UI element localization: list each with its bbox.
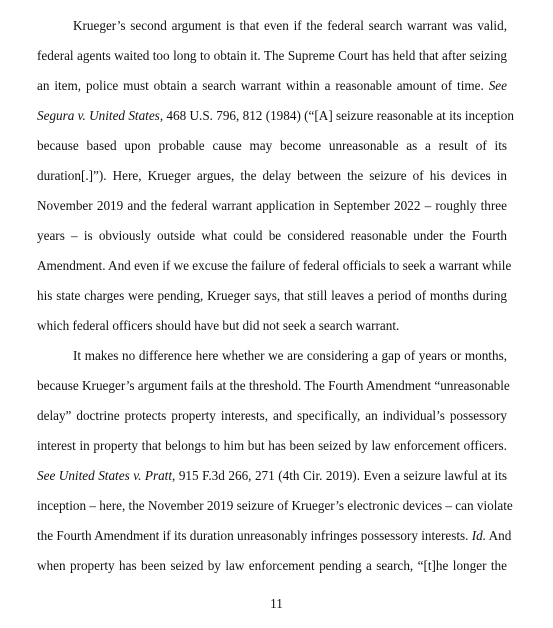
text-run: Krueger’s second argument is that even if the federal search warrant was valid, <box>73 18 507 33</box>
paragraph-2-line-4 <box>37 436 507 456</box>
paragraph-2-line-3 <box>37 406 507 426</box>
paragraph-2-line-6 <box>37 496 513 516</box>
text-run: because Krueger’s argument fails at the threshold. The Fourth Amendment “unreasonable <box>37 378 510 393</box>
paragraph-1-line-1 <box>73 16 507 36</box>
text-run: because based upon probable cause may become unreasonable as a result of its <box>37 138 507 153</box>
paragraph-1-line-11 <box>37 316 507 336</box>
text-run: the Fourth Amendment if its duration unreasonably infringes possessory interests. <box>37 528 472 543</box>
text-run: which federal officers should have but did not seek a search warrant. <box>37 318 400 333</box>
paragraph-1-line-5 <box>37 136 507 156</box>
text-run: years – is obviously outside what could be considered reasonable under the Fourth <box>37 228 507 243</box>
paragraph-1-line-8 <box>37 226 507 246</box>
text-run: It makes no difference here whether we are considering a gap of years or months, <box>73 348 507 363</box>
text-run: duration[.]”). Here, Krueger argues, the delay between the seizure of his devices in <box>37 168 507 183</box>
paragraph-1-line-9 <box>37 256 512 276</box>
paragraph-1-line-4 <box>37 106 514 126</box>
italic-citation: Segura v. United States <box>37 108 160 123</box>
paragraph-1-line-3 <box>37 76 507 96</box>
paragraph-2-line-2 <box>37 376 510 396</box>
paragraph-2-line-5 <box>37 466 507 486</box>
text-run: Amendment. And even if we excuse the failure of federal officials to seek a warrant while <box>37 258 512 273</box>
text-run: interest in property that belongs to him but has been seized by law enforcement officers. <box>37 438 507 453</box>
text-run: an item, police must obtain a search warrant within a reasonable amount of time. <box>37 78 489 93</box>
italic-citation: Id. <box>471 528 487 543</box>
paragraph-2-line-8 <box>37 556 507 576</box>
text-run: , 468 U.S. 796, 812 (1984) (“[A] seizure reasonable at its inception <box>159 108 514 123</box>
paragraph-2-line-1 <box>73 346 507 366</box>
text-run: And <box>486 528 512 543</box>
paragraph-1-line-10 <box>37 286 507 306</box>
text-run: federal agents waited too long to obtain it. The Supreme Court has held that after seizing <box>37 48 507 63</box>
text-run: delay” doctrine protects property interests, and specifically, an individual’s possessory <box>37 408 507 423</box>
text-run: inception – here, the November 2019 seizure of Krueger’s electronic devices – can violate <box>37 498 513 513</box>
paragraph-1-line-2 <box>37 46 507 66</box>
text-run: , 915 F.3d 266, 271 (4th Cir. 2019). Even a seizure lawful at its <box>172 468 507 483</box>
italic-citation: See United States v. Pratt <box>37 468 173 483</box>
text-run: when property has been seized by law enforcement pending a search, “[t]he longer the <box>37 558 507 573</box>
text-run: his state charges were pending, Krueger says, that still leaves a period of months during <box>37 288 507 303</box>
italic-citation: See <box>488 78 507 93</box>
text-run: November 2019 and the federal warrant application in September 2022 – roughly three <box>37 198 507 213</box>
page-number: 11 <box>270 596 283 611</box>
paragraph-1-line-7 <box>37 196 507 216</box>
paragraph-2-line-7 <box>37 526 512 546</box>
paragraph-1-line-6 <box>37 166 507 186</box>
